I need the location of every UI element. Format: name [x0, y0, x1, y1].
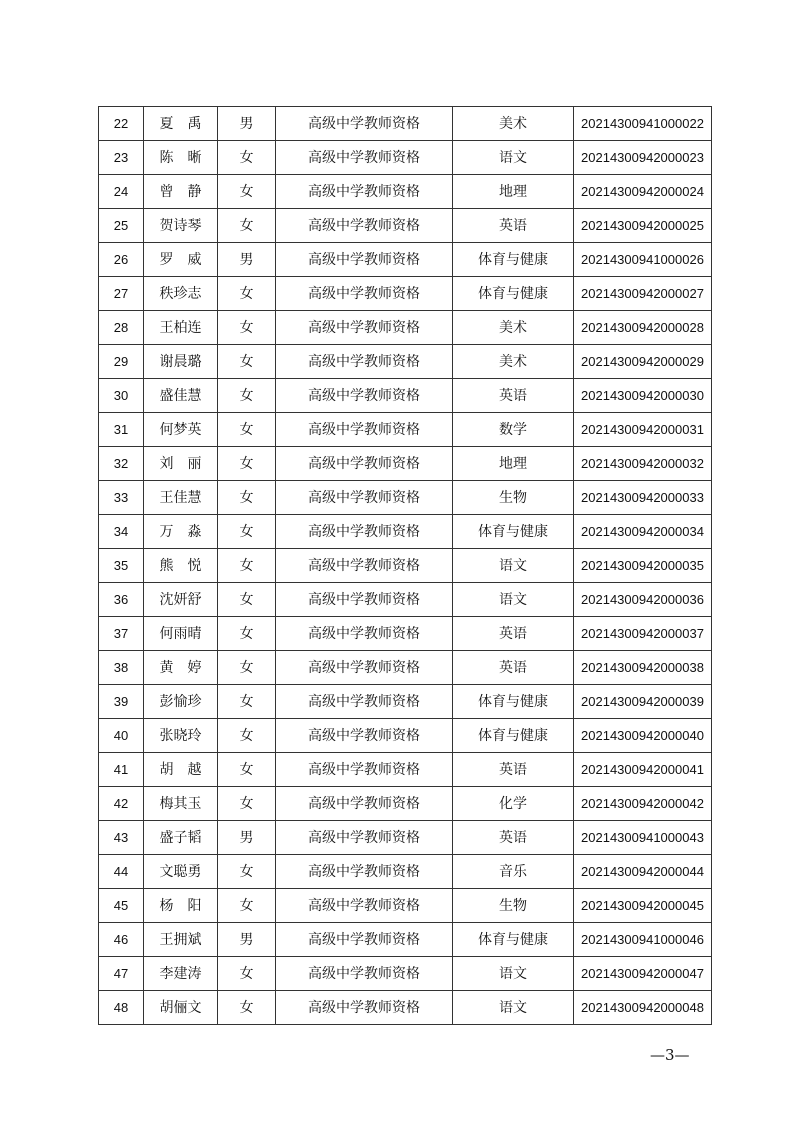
cell-certificate-number: 20214300942000023: [574, 141, 712, 175]
table-row: [99, 651, 712, 685]
cell-qualification: 高级中学教师资格: [276, 243, 453, 277]
table-row: [99, 515, 712, 549]
cell-qualification: 高级中学教师资格: [276, 277, 453, 311]
cell-gender: 女: [218, 583, 276, 617]
table-row: [99, 311, 712, 345]
table-row: [99, 277, 712, 311]
cell-certificate-number: 20214300942000047: [574, 957, 712, 991]
cell-number: 36: [99, 583, 144, 617]
cell-subject: 地理: [453, 175, 574, 209]
cell-certificate-number: 20214300942000036: [574, 583, 712, 617]
cell-subject: 语文: [453, 549, 574, 583]
cell-name: 黄 婷: [144, 651, 218, 685]
cell-certificate-number: 20214300942000027: [574, 277, 712, 311]
cell-name: 彭愉珍: [144, 685, 218, 719]
cell-gender: 女: [218, 549, 276, 583]
cell-subject: 美术: [453, 311, 574, 345]
cell-subject: 英语: [453, 753, 574, 787]
cell-qualification: 高级中学教师资格: [276, 889, 453, 923]
cell-certificate-number: 20214300942000032: [574, 447, 712, 481]
cell-number: 39: [99, 685, 144, 719]
cell-number: 24: [99, 175, 144, 209]
cell-subject: 音乐: [453, 855, 574, 889]
cell-gender: 女: [218, 311, 276, 345]
cell-name: 梅其玉: [144, 787, 218, 821]
cell-number: 29: [99, 345, 144, 379]
cell-certificate-number: 20214300942000044: [574, 855, 712, 889]
table-row: [99, 447, 712, 481]
cell-name: 盛佳慧: [144, 379, 218, 413]
cell-subject: 生物: [453, 889, 574, 923]
cell-certificate-number: 20214300942000024: [574, 175, 712, 209]
cell-qualification: 高级中学教师资格: [276, 345, 453, 379]
cell-subject: 英语: [453, 617, 574, 651]
cell-gender: 女: [218, 345, 276, 379]
cell-qualification: 高级中学教师资格: [276, 209, 453, 243]
table-row: [99, 107, 712, 141]
cell-gender: 女: [218, 991, 276, 1025]
cell-name: 熊 悦: [144, 549, 218, 583]
cell-certificate-number: 20214300942000030: [574, 379, 712, 413]
cell-certificate-number: 20214300942000028: [574, 311, 712, 345]
table-row: [99, 141, 712, 175]
cell-number: 28: [99, 311, 144, 345]
cell-certificate-number: 20214300942000033: [574, 481, 712, 515]
cell-subject: 体育与健康: [453, 923, 574, 957]
cell-certificate-number: 20214300941000026: [574, 243, 712, 277]
cell-qualification: 高级中学教师资格: [276, 141, 453, 175]
cell-number: 22: [99, 107, 144, 141]
roster-table-container: [98, 106, 711, 1025]
cell-qualification: 高级中学教师资格: [276, 379, 453, 413]
cell-gender: 女: [218, 175, 276, 209]
cell-number: 41: [99, 753, 144, 787]
cell-gender: 女: [218, 753, 276, 787]
table-row: [99, 243, 712, 277]
cell-gender: 男: [218, 923, 276, 957]
cell-name: 王佳慧: [144, 481, 218, 515]
cell-subject: 语文: [453, 957, 574, 991]
cell-gender: 女: [218, 855, 276, 889]
page-number: —3—: [650, 1046, 690, 1064]
cell-subject: 数学: [453, 413, 574, 447]
cell-qualification: 高级中学教师资格: [276, 481, 453, 515]
cell-name: 王柏连: [144, 311, 218, 345]
cell-gender: 男: [218, 821, 276, 855]
cell-certificate-number: 20214300942000040: [574, 719, 712, 753]
cell-qualification: 高级中学教师资格: [276, 821, 453, 855]
cell-number: 30: [99, 379, 144, 413]
cell-certificate-number: 20214300942000038: [574, 651, 712, 685]
cell-qualification: 高级中学教师资格: [276, 753, 453, 787]
cell-qualification: 高级中学教师资格: [276, 787, 453, 821]
table-row: [99, 413, 712, 447]
cell-subject: 美术: [453, 107, 574, 141]
table-row: [99, 379, 712, 413]
table-row: [99, 991, 712, 1025]
cell-certificate-number: 20214300941000046: [574, 923, 712, 957]
cell-name: 秩珍志: [144, 277, 218, 311]
cell-name: 沈妍舒: [144, 583, 218, 617]
cell-number: 31: [99, 413, 144, 447]
cell-gender: 女: [218, 277, 276, 311]
cell-number: 45: [99, 889, 144, 923]
cell-name: 何梦英: [144, 413, 218, 447]
cell-number: 46: [99, 923, 144, 957]
cell-gender: 女: [218, 651, 276, 685]
cell-qualification: 高级中学教师资格: [276, 617, 453, 651]
cell-qualification: 高级中学教师资格: [276, 175, 453, 209]
cell-name: 何雨晴: [144, 617, 218, 651]
cell-number: 40: [99, 719, 144, 753]
cell-gender: 男: [218, 243, 276, 277]
cell-gender: 女: [218, 889, 276, 923]
cell-number: 48: [99, 991, 144, 1025]
cell-qualification: 高级中学教师资格: [276, 923, 453, 957]
cell-name: 胡 越: [144, 753, 218, 787]
cell-name: 李建涛: [144, 957, 218, 991]
cell-name: 文聪勇: [144, 855, 218, 889]
cell-qualification: 高级中学教师资格: [276, 651, 453, 685]
roster-table-body: [99, 107, 712, 1025]
table-row: [99, 719, 712, 753]
cell-subject: 语文: [453, 141, 574, 175]
cell-gender: 女: [218, 447, 276, 481]
cell-qualification: 高级中学教师资格: [276, 311, 453, 345]
cell-subject: 英语: [453, 651, 574, 685]
table-row: [99, 685, 712, 719]
cell-number: 37: [99, 617, 144, 651]
cell-name: 王拥斌: [144, 923, 218, 957]
cell-subject: 化学: [453, 787, 574, 821]
cell-subject: 体育与健康: [453, 243, 574, 277]
table-row: [99, 889, 712, 923]
table-row: [99, 209, 712, 243]
cell-subject: 英语: [453, 379, 574, 413]
table-row: [99, 957, 712, 991]
cell-qualification: 高级中学教师资格: [276, 583, 453, 617]
cell-certificate-number: 20214300942000039: [574, 685, 712, 719]
cell-subject: 语文: [453, 991, 574, 1025]
cell-gender: 女: [218, 209, 276, 243]
cell-name: 夏 禹: [144, 107, 218, 141]
cell-gender: 女: [218, 481, 276, 515]
roster-table: [98, 106, 712, 1025]
cell-gender: 女: [218, 787, 276, 821]
cell-qualification: 高级中学教师资格: [276, 957, 453, 991]
table-row: [99, 855, 712, 889]
cell-subject: 英语: [453, 821, 574, 855]
cell-number: 47: [99, 957, 144, 991]
cell-gender: 男: [218, 107, 276, 141]
cell-certificate-number: 20214300942000035: [574, 549, 712, 583]
cell-name: 万 淼: [144, 515, 218, 549]
cell-number: 26: [99, 243, 144, 277]
cell-number: 44: [99, 855, 144, 889]
cell-certificate-number: 20214300942000048: [574, 991, 712, 1025]
cell-name: 张晓玲: [144, 719, 218, 753]
cell-name: 胡俪文: [144, 991, 218, 1025]
cell-gender: 女: [218, 719, 276, 753]
cell-qualification: 高级中学教师资格: [276, 515, 453, 549]
cell-name: 盛子韬: [144, 821, 218, 855]
cell-subject: 体育与健康: [453, 515, 574, 549]
cell-gender: 女: [218, 515, 276, 549]
cell-certificate-number: 20214300941000022: [574, 107, 712, 141]
cell-qualification: 高级中学教师资格: [276, 855, 453, 889]
cell-subject: 体育与健康: [453, 719, 574, 753]
cell-name: 刘 丽: [144, 447, 218, 481]
cell-gender: 女: [218, 413, 276, 447]
cell-qualification: 高级中学教师资格: [276, 991, 453, 1025]
cell-qualification: 高级中学教师资格: [276, 107, 453, 141]
cell-number: 42: [99, 787, 144, 821]
cell-number: 43: [99, 821, 144, 855]
cell-subject: 英语: [453, 209, 574, 243]
cell-gender: 女: [218, 685, 276, 719]
cell-number: 32: [99, 447, 144, 481]
cell-certificate-number: 20214300942000041: [574, 753, 712, 787]
cell-certificate-number: 20214300941000043: [574, 821, 712, 855]
table-row: [99, 753, 712, 787]
cell-number: 34: [99, 515, 144, 549]
table-row: [99, 345, 712, 379]
cell-subject: 生物: [453, 481, 574, 515]
table-row: [99, 617, 712, 651]
table-row: [99, 175, 712, 209]
cell-number: 35: [99, 549, 144, 583]
cell-name: 贺诗琴: [144, 209, 218, 243]
cell-certificate-number: 20214300942000045: [574, 889, 712, 923]
cell-name: 曾 静: [144, 175, 218, 209]
table-row: [99, 549, 712, 583]
cell-number: 23: [99, 141, 144, 175]
cell-qualification: 高级中学教师资格: [276, 413, 453, 447]
cell-gender: 女: [218, 617, 276, 651]
cell-certificate-number: 20214300942000042: [574, 787, 712, 821]
cell-name: 罗 威: [144, 243, 218, 277]
cell-name: 谢晨璐: [144, 345, 218, 379]
cell-certificate-number: 20214300942000031: [574, 413, 712, 447]
cell-number: 33: [99, 481, 144, 515]
cell-qualification: 高级中学教师资格: [276, 549, 453, 583]
cell-gender: 女: [218, 957, 276, 991]
cell-number: 38: [99, 651, 144, 685]
cell-gender: 女: [218, 379, 276, 413]
table-row: [99, 481, 712, 515]
cell-number: 27: [99, 277, 144, 311]
table-row: [99, 923, 712, 957]
cell-subject: 体育与健康: [453, 277, 574, 311]
cell-name: 杨 阳: [144, 889, 218, 923]
cell-subject: 美术: [453, 345, 574, 379]
cell-certificate-number: 20214300942000029: [574, 345, 712, 379]
cell-certificate-number: 20214300942000034: [574, 515, 712, 549]
table-row: [99, 821, 712, 855]
cell-subject: 语文: [453, 583, 574, 617]
cell-qualification: 高级中学教师资格: [276, 685, 453, 719]
cell-number: 25: [99, 209, 144, 243]
cell-certificate-number: 20214300942000037: [574, 617, 712, 651]
cell-subject: 地理: [453, 447, 574, 481]
cell-certificate-number: 20214300942000025: [574, 209, 712, 243]
table-row: [99, 583, 712, 617]
cell-qualification: 高级中学教师资格: [276, 719, 453, 753]
cell-subject: 体育与健康: [453, 685, 574, 719]
cell-name: 陈 晰: [144, 141, 218, 175]
cell-qualification: 高级中学教师资格: [276, 447, 453, 481]
table-row: [99, 787, 712, 821]
cell-gender: 女: [218, 141, 276, 175]
